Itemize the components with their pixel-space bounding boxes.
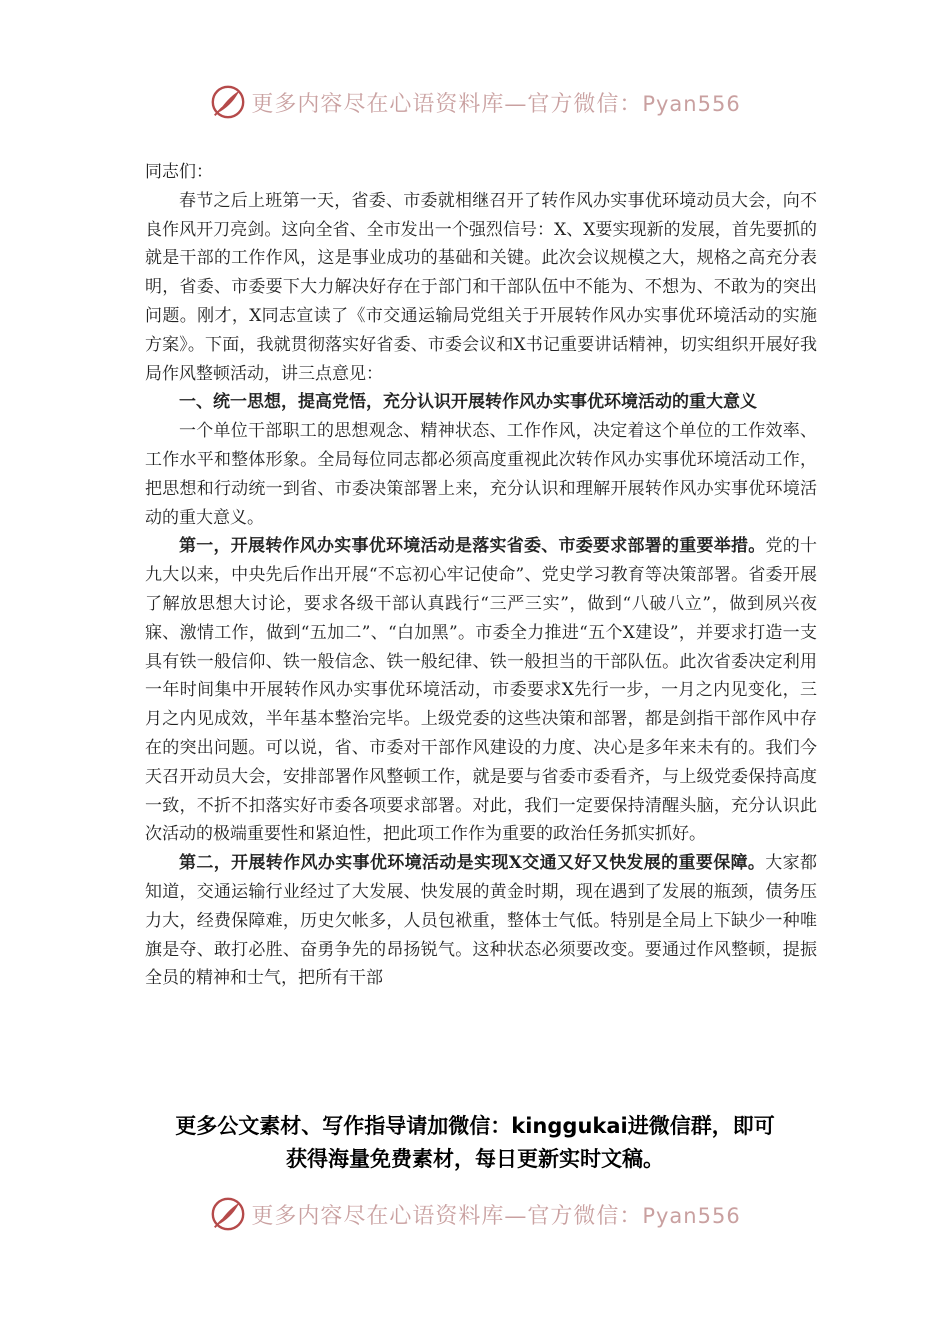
section-heading-1: 一、统一思想，提高党悟，充分认识开展转作风办实事优环境活动的重大意义	[179, 392, 757, 413]
banner-wechat-id: Pyan556	[642, 1203, 741, 1228]
promo-line-1: 更多公文素材、写作指导请加微信：kinggukai进微信群，即可	[175, 1114, 775, 1138]
promo-line-2: 获得海量免费素材，每日更新实时文稿。	[286, 1147, 664, 1171]
banner-text-cn: 更多内容尽在心语资料库—官方微信：	[251, 91, 643, 117]
banner-wechat-id: Pyan556	[642, 91, 741, 116]
point-2-body: 大家都知道，交通运输行业经过了大发展、快发展的黄金时期，现在遇到了发展的瓶颈，债务压力大，经费保障难，历史欠帐多，人员包袱重，整体士气低。特别是全局上下缺少一种唯旗是夺、敢打必胜、奋勇争先的昂扬锐气。这种状态必须要改变。要通过作风整顿，提振全员的精神和士气，把所有干部	[145, 853, 817, 989]
feather-logo-icon	[209, 83, 247, 121]
banner-text-cn: 更多内容尽在心语资料库—官方微信：	[251, 1203, 643, 1229]
footer-banner	[0, 1192, 950, 1236]
paragraph-1: 一个单位干部职工的思想观念、精神状态、工作作风，决定着这个单位的工作效率、工作水平和整体形象。全局每位同志都必须高度重视此次转作风办实事优环境活动工作，把思想和行动统一到省、市委决策部署上来，充分认识和理解开展转作风办实事优环境活动的重大意义。	[145, 421, 817, 528]
point-1-body: 党的十九大以来，中央先后作出开展“不忘初心牢记使命”、党史学习教育等决策部署。省委开展了解放思想大讨论，要求各级干部认真践行“三严三实”，做到“八破八立”，做到夙兴夜寐、激情工作，做到“五加二”、“白加黑”。市委全力推进“五个X建设”，并要求打造一支具有铁一般信仰、铁一般信念、铁一般纪律、铁一般担当的干部队伍。此次省委决定利用一年时间集中开展转作风办实事优环境活动，市委要求X先行一步，一月之内见变化，三月之内见成效，半年基本整治完毕。上级党委的这些决策和部署，都是剑指干部作风中存在的突出问题。可以说，省、市委对干部作风建设的力度、决心是多年来未有的。我们今天召开动员大会，安排部署作风整顿工作，就是要与省委市委看齐，与上级党委保持高度一致，不折不扣落实好市委各项要求部署。对此，我们一定要保持清醒头脑，充分认识此次活动的极端重要性和紧迫性，把此项工作作为重要的政治任务抓实抓好。	[145, 536, 817, 845]
point-2-paragraph	[145, 849, 817, 993]
feather-logo-icon	[209, 1195, 247, 1233]
salutation: 同志们：	[145, 162, 213, 182]
header-banner	[0, 80, 950, 124]
banner-text	[251, 1199, 740, 1230]
banner-text	[251, 87, 740, 118]
point-1-paragraph	[145, 532, 817, 849]
point-2-lead: 第二，开展转作风办实事优环境活动是实现X交通又好又快发展的重要保障。	[179, 853, 766, 874]
promo-notice	[0, 1110, 950, 1176]
intro-paragraph: 春节之后上班第一天，省委、市委就相继召开了转作风办实事优环境动员大会，向不良作风开刀亮剑。这向全省、全市发出一个强烈信号：X、X要实现新的发展，首先要抓的就是干部的工作作风，这是事业成功的基础和关键。此次会议规模之大，规格之高充分表明，省委、市委要下大力解决好存在于部门和干部队伍中不能为、不想为、不敢为的突出问题。刚才，X同志宣读了《市交通运输局党组关于开展转作风办实事优环境活动的实施方案》。下面，我就贯彻落实好省委、市委会议和X书记重要讲话精神，切实组织开展好我局作风整顿活动，讲三点意见：	[145, 190, 817, 384]
document-body	[145, 158, 817, 993]
point-1-lead: 第一，开展转作风办实事优环境活动是落实省委、市委要求部署的重要举措。	[179, 536, 766, 557]
